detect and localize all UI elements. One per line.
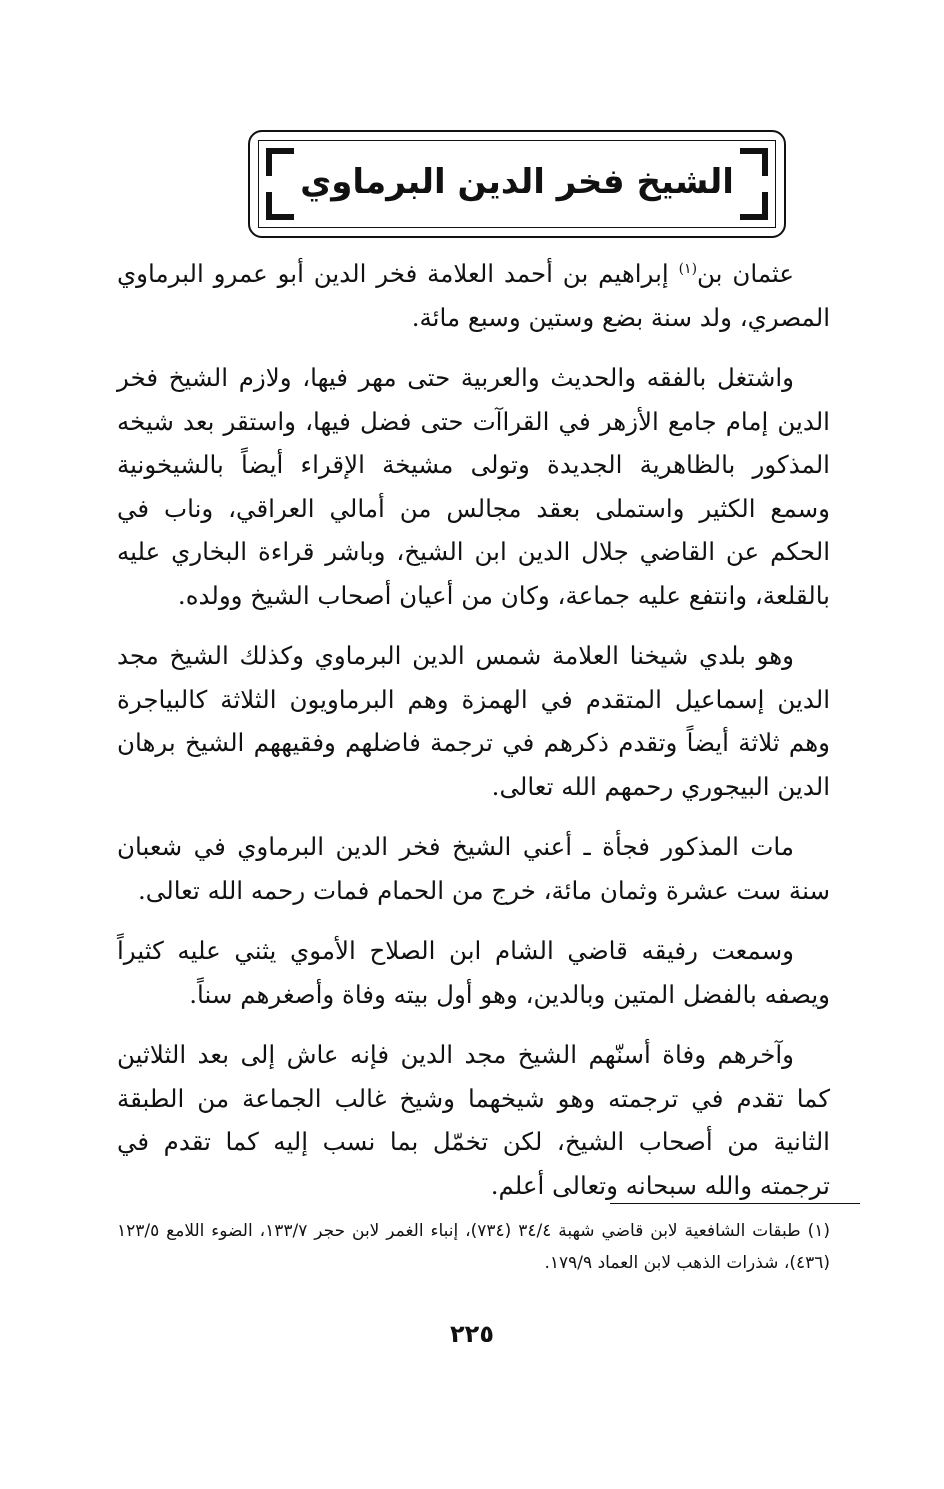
footnote-separator <box>610 1203 860 1204</box>
paragraph-1 <box>117 252 830 339</box>
paragraph-5: وسمعت رفيقه قاضي الشام ابن الصلاح الأموي يثني عليه كثيراً ويصفه بالفضل المتين وبالدين، وهو أول بيته وفاة وأصغرهم سناً. <box>117 936 830 1009</box>
paragraph-4: مات المذكور فجأة ـ أعني الشيخ فخر الدين البرماوي في شعبان سنة ست عشرة وثمان مائة، خرج من الحمام فمات رحمه الله تعالى. <box>117 832 830 905</box>
paragraph-1-start: عثمان بن <box>697 259 794 288</box>
paragraph-2: واشتغل بالفقه والحديث والعربية حتى مهر فيها، ولازم الشيخ فخر الدين إمام جامع الأزهر في القراآت حتى فضل فيها، واستقر بعد شيخه المذكور بالظاهرية الجديدة وتولى مشيخة الإقراء أيضاً بالشيخونية وسمع الكثير واستملى بعقد مجالس من أمالي العراقي، وناب في الحكم عن القاضي جلال الدين ابن الشيخ، وباشر قراءة البخاري عليه بالقلعة، وانتفع عليه جماعة، وكان من أعيان أصحاب الشيخ وولده. <box>117 363 830 610</box>
chapter-title: الشيخ فخر الدين البرماوي <box>300 162 734 202</box>
paragraph-1-rest: إبراهيم بن أحمد العلامة فخر الدين أبو عمرو البرماوي المصري، ولد سنة بضع وستين وسبع مائة. <box>117 259 830 332</box>
paragraph-3: وهو بلدي شيخنا العلامة شمس الدين البرماوي وكذلك الشيخ مجد الدين إسماعيل المتقدم في الهمزة وهم البرماويون الثلاثة كالبياجرة وهم ثلاثة أيضاً وتقدم ذكرهم في ترجمة فاضلهم وفقيههم الشيخ برهان الدين البيجوري رحمهم الله تعالى. <box>117 641 830 801</box>
paragraph-6: وآخرهم وفاة أسنّهم الشيخ مجد الدين فإنه عاش إلى بعد الثلاثين كما تقدم في ترجمته وهو شيخهما وشيخ غالب الجماعة من الطبقة الثانية من أصحاب الشيخ، لكن تخمّل بما نسب إليه كما تقدم في ترجمته والله سبحانه وتعالى أعلم. <box>117 1040 830 1200</box>
page-number: ٢٢٥ <box>450 1320 494 1348</box>
title-frame <box>248 130 786 238</box>
footnote: (١) طبقات الشافعية لابن قاضي شهبة ٣٤/٤ (٧٣٤)، إنباء الغمر لابن حجر ١٣٣/٧، الضوء اللامع ١٢٣/٥ (٤٣٦)، شذرات الذهب لابن العماد ١٧٩/٩. <box>117 1221 830 1273</box>
footnote-reference[interactable]: (١) <box>678 260 698 277</box>
main-text <box>117 252 830 1224</box>
